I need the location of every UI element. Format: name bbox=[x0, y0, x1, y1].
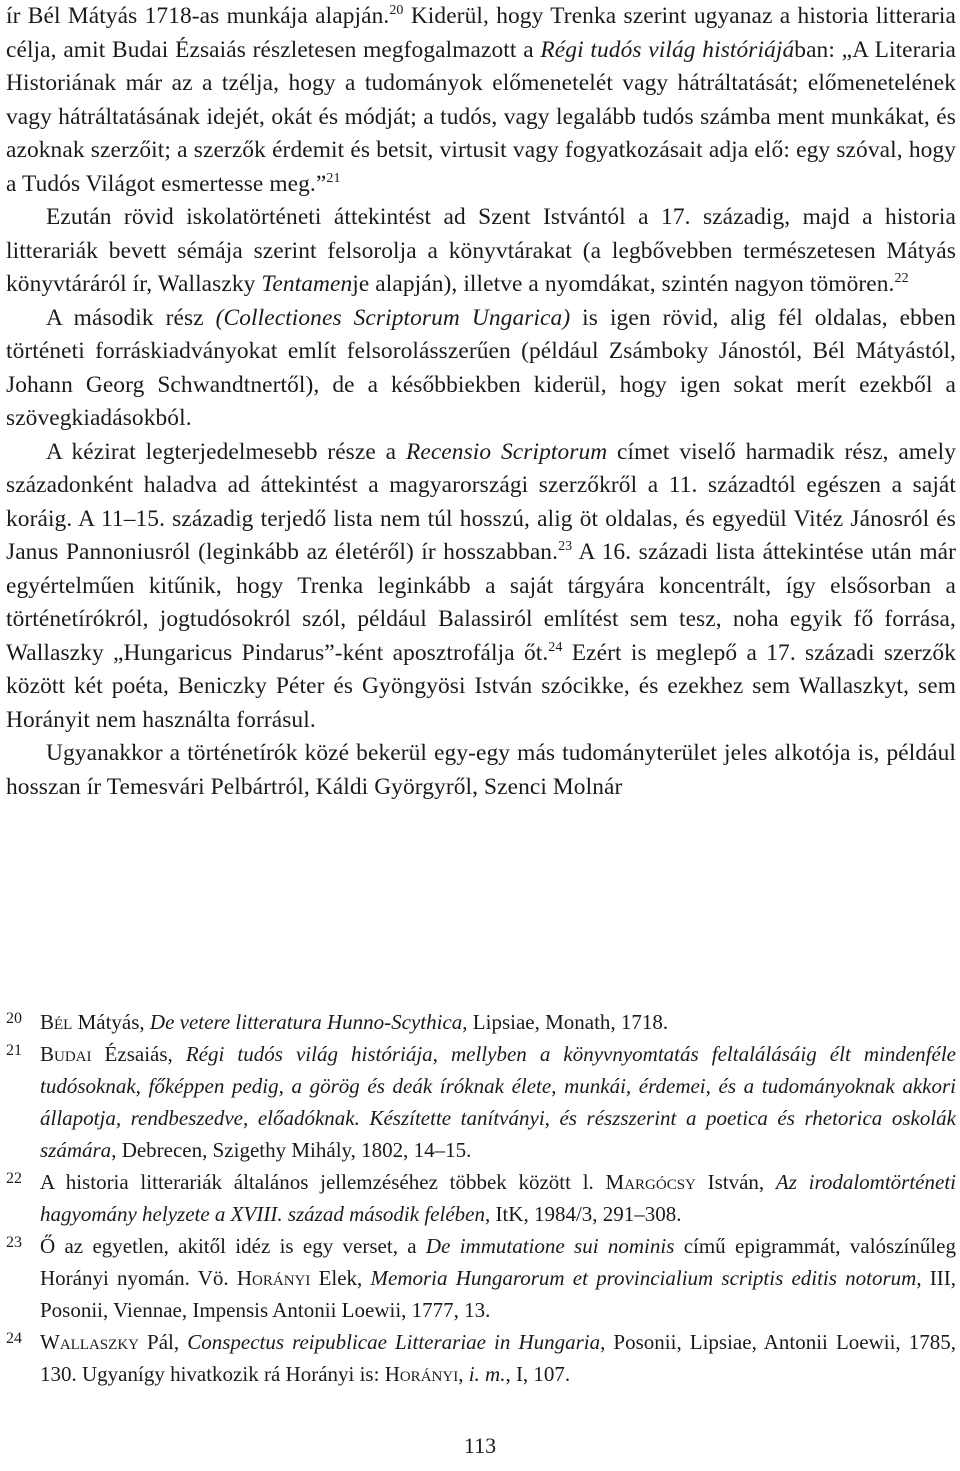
text-run: , Posonii, Lipsiae, Antonii Loewii, 1785, 130. Ugyanígy hivatkozik rá Horányi is: bbox=[40, 1330, 956, 1386]
footnote-ref-20[interactable]: 20 bbox=[389, 3, 404, 19]
footnote-number: 21 bbox=[6, 1042, 22, 1059]
footnote-text bbox=[40, 1166, 956, 1230]
author-name: Wallaszky bbox=[40, 1330, 139, 1354]
footnote-ref-21[interactable]: 21 bbox=[326, 170, 341, 186]
italic-title: (Collectiones Scriptorum Ungarica) bbox=[215, 304, 571, 331]
footnote-text bbox=[40, 1038, 956, 1166]
paragraph-4 bbox=[6, 436, 956, 738]
text-run: , Debrecen, Szigethy Mihály, 1802, 14–15. bbox=[111, 1138, 472, 1162]
paragraph-2 bbox=[6, 201, 956, 302]
footnote-23 bbox=[6, 1230, 956, 1326]
italic-title: Régi tudós világ históriája, mellyben a könyvnyomtatás feltalálásáig élt mindenféle tudósoknak, főképpen pedig, a görög és deák íróknak élete, munkái, érdemei, és a tudományoknak akkori állapotja, rendbeszedve, előadóknak. Készítette tanítványi, és részszerint a poetica és rhetorica oskolák számára bbox=[40, 1042, 956, 1162]
footnote-20 bbox=[6, 1006, 956, 1038]
footnote-22 bbox=[6, 1166, 956, 1230]
footnote-ref-24[interactable]: 24 bbox=[548, 639, 563, 655]
page-body bbox=[6, 0, 956, 804]
italic-title: De vetere litteratura Hunno-Scythica bbox=[149, 1010, 463, 1034]
footnote-number: 22 bbox=[6, 1170, 22, 1187]
italic-title: Tentamen bbox=[261, 271, 353, 297]
text-run: A második rész bbox=[46, 304, 216, 331]
footnote-text bbox=[40, 1006, 956, 1038]
text-run: Elek, bbox=[310, 1266, 371, 1290]
footnote-number: 24 bbox=[6, 1330, 22, 1347]
italic-title: Memoria Hungarorum et provincialium scriptis editis notorum bbox=[370, 1266, 917, 1290]
text-run: is igen rövid, alig fél oldalas, ebben történeti forráskiadványokat említ felsorolásszerűen (például Zsámboky Jánostól, Bél Mátyástól, Johann Georg Schwandtnertől), de a későbbiekben kiderül, hogy igen sokat merít ezekből a szövegkiadásokból. bbox=[6, 304, 956, 431]
text-run: A historia litterariák általános jellemzéséhez többek között l. bbox=[40, 1170, 606, 1194]
text-run: Mátyás, bbox=[72, 1010, 150, 1034]
text-run: , ItK, 1984/3, 291–308. bbox=[484, 1202, 682, 1226]
text-run: A kézirat legterjedelmesebb része a bbox=[46, 438, 406, 465]
text-run: , III, Posonii, Viennae, Impensis Antonii Loewii, 1777, 13. bbox=[40, 1266, 957, 1322]
author-name: Margócsy bbox=[605, 1170, 696, 1194]
italic-abbrev: i. m. bbox=[468, 1362, 506, 1386]
author-name: Bél bbox=[40, 1010, 73, 1034]
italic-title: Recensio Scriptorum bbox=[405, 438, 608, 465]
text-run: Ezután rövid iskolatörténeti áttekintést ad Szent Istvántól a 17. századig, majd a historia litterariák bevett sémája szerint felsorolja a könyvtárakat (a legbővebben természetesen Mátyás könyvtáráról ír, Wallaszky bbox=[6, 204, 956, 297]
footnote-24 bbox=[6, 1326, 956, 1390]
text-run: című epigrammát, valószínűleg Horányi nyomán. Vö. bbox=[40, 1234, 957, 1290]
author-name: Horányi bbox=[236, 1266, 311, 1290]
paragraph-5 bbox=[6, 737, 956, 804]
quotation: ban: „A Literaria Historiának már az a tzélja, hogy a tudományok előmenetelét vagy hátráltatását; előmenetelének vagy hátráltatásának idejét, okát és módját; a tudós, vagy legalább tudós számba ment munkákat, és azoknak szerzőit; a szerzők érdemit és betsit, virtusit vagy fogyatkozásait adja elő: egy szóval, hogy a Tudós Világot esmertesse meg.” bbox=[6, 36, 956, 197]
text-run: Ezért is meglepő a 17. századi szerzők között két poéta, Beniczky Péter és Gyöngyösi István szócikke, és ezekhez sem Wallaszkyt, sem Horányit nem használta forrásul. bbox=[6, 639, 956, 733]
footnotes bbox=[6, 1006, 956, 1390]
main-text bbox=[6, 0, 956, 804]
footnote-21 bbox=[6, 1038, 956, 1166]
text-run: címet viselő harmadik rész, amely századonként haladva ad áttekintést a magyarországi szerzőkről a 11. századtól egészen a saját koráig. A 11–15. századig terjedő lista nem túl hosszú, alig öt oldalas, és egyedül Vitéz Jánosról és Janus Pannoniusról (leginkább az életéről) ír hosszabban. bbox=[6, 438, 957, 565]
text-run: , I, 107. bbox=[505, 1362, 571, 1386]
footnote-ref-23[interactable]: 23 bbox=[558, 539, 573, 555]
author-name: Budai bbox=[40, 1042, 92, 1066]
footnote-text bbox=[40, 1326, 956, 1390]
paragraph-1 bbox=[6, 0, 956, 201]
text-run: je alapján), illetve a nyomdákat, szintén nagyon tömören. bbox=[352, 271, 895, 297]
text-run: Ugyanakkor a történetírók közé bekerül egy-egy más tudományterület jeles alkotója is, például hosszan ír Temesvári Pelbártról, Káldi Györgyről, Szenci Molnár bbox=[6, 740, 956, 800]
text-run: Ő az egyetlen, akitől idéz is egy verset, a bbox=[40, 1234, 426, 1258]
author-name: Horányi bbox=[384, 1362, 459, 1386]
italic-title: Régi tudós világ históriájá bbox=[540, 36, 795, 63]
paragraph-3 bbox=[6, 302, 956, 436]
text-run: , Lipsiae, Monath, 1718. bbox=[462, 1010, 669, 1034]
text-run: Ézsaiás, bbox=[91, 1042, 186, 1066]
text-run: Pál, bbox=[138, 1330, 188, 1354]
text-run: ír Bél Mátyás 1718-as munkája alapján. bbox=[6, 3, 390, 29]
italic-title: Az irodalomtörténeti hagyomány helyzete a XVIII. század második felében bbox=[40, 1170, 956, 1226]
text-run: Kiderül, hogy Trenka szerint ugyanaz a historia litteraria célja, amit Budai Ézsaiás részletesen megfogalmazott a bbox=[6, 3, 956, 63]
page-number: 113 bbox=[463, 1433, 497, 1458]
italic-title: De immutatione sui nominis bbox=[425, 1234, 675, 1258]
footnote-number: 23 bbox=[6, 1234, 22, 1251]
text-run: A 16. századi lista áttekintése után már egyértelműen kitűnik, hogy Trenka leginkább a saját tárgyára koncentrált, így elsősorban a történetírókról, jogtudósokról szól, például Balassiról említést sem tesz, noha egyik fő forrása, Wallaszky „Hungaricus Pindarus”-ként aposztrofálja őt. bbox=[6, 539, 956, 666]
footnote-text bbox=[40, 1230, 956, 1326]
text-run: , bbox=[458, 1362, 469, 1386]
footnote-ref-22[interactable]: 22 bbox=[894, 271, 909, 287]
footnote-number: 20 bbox=[6, 1010, 22, 1027]
text-run: István, bbox=[695, 1170, 776, 1194]
italic-title: Conspectus reipublicae Litterariae in Hungaria bbox=[187, 1330, 601, 1354]
